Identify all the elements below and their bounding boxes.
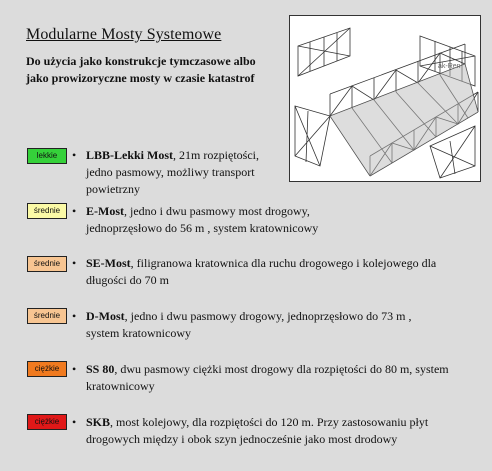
item-name: LBB-Lekki Most	[86, 148, 174, 162]
bullet: •	[72, 309, 77, 323]
item-name: SE-Most	[86, 256, 131, 270]
item-text: , filigranowa kratownica dla ruchu drogowego i kolejowego dla długości do 70 m	[86, 256, 437, 287]
bullet: •	[72, 148, 77, 162]
item-text: , most kolejowy, dla rozpiętości do 120 m. Przy zastosowaniu płyt drogowych między i obok szyn jednocześnie jako most drodowy	[86, 415, 429, 446]
photo-watermark: ak-Ren	[438, 63, 461, 70]
item-name: SS 80	[86, 362, 115, 376]
bridge-truss-icon	[290, 16, 480, 181]
item-text: , dwu pasmowy ciężki most drogowy dla rozpiętości do 80 m, system kratownicowy	[86, 362, 449, 393]
item-d-most	[86, 308, 446, 342]
item-e-most	[86, 203, 324, 237]
category-badge-srednie: średnie	[27, 308, 67, 324]
bullet: •	[72, 415, 77, 429]
category-badge-lekkie: lekkie	[27, 148, 67, 164]
page-title: Modularne Mosty Systemowe	[26, 26, 222, 43]
item-skb	[86, 414, 466, 448]
bullet: •	[72, 204, 77, 218]
item-text: , jedno i dwu pasmowy most drogowy, jednoprzęsłowo do 56 m , system kratownicowy	[86, 204, 319, 235]
item-text: , jedno i dwu pasmowy drogowy, jednoprzęsłowo do 73 m , system kratownicowy	[86, 309, 412, 340]
item-text: , 21m rozpiętości, jedno pasmowy, możliwy transport powietrzny	[86, 148, 259, 196]
item-se-most	[86, 255, 438, 289]
page-subtitle: Do użycia jako konstrukcje tymczasowe albo jako prowizoryczne mosty w czasie katastrof	[26, 54, 256, 85]
category-badge-ciezkie: ciężkie	[27, 361, 67, 377]
category-badge-ciezkie: ciężkie	[27, 414, 67, 430]
bullet: •	[72, 256, 77, 270]
bridge-photo	[289, 15, 481, 182]
item-ss80	[86, 361, 458, 395]
item-lbb	[86, 147, 286, 198]
item-name: D-Most	[86, 309, 125, 323]
category-badge-srednie: średnie	[27, 203, 67, 219]
bullet: •	[72, 362, 77, 376]
item-name: E-Most	[86, 204, 124, 218]
category-badge-srednie: średnie	[27, 256, 67, 272]
item-name: SKB	[86, 415, 111, 429]
